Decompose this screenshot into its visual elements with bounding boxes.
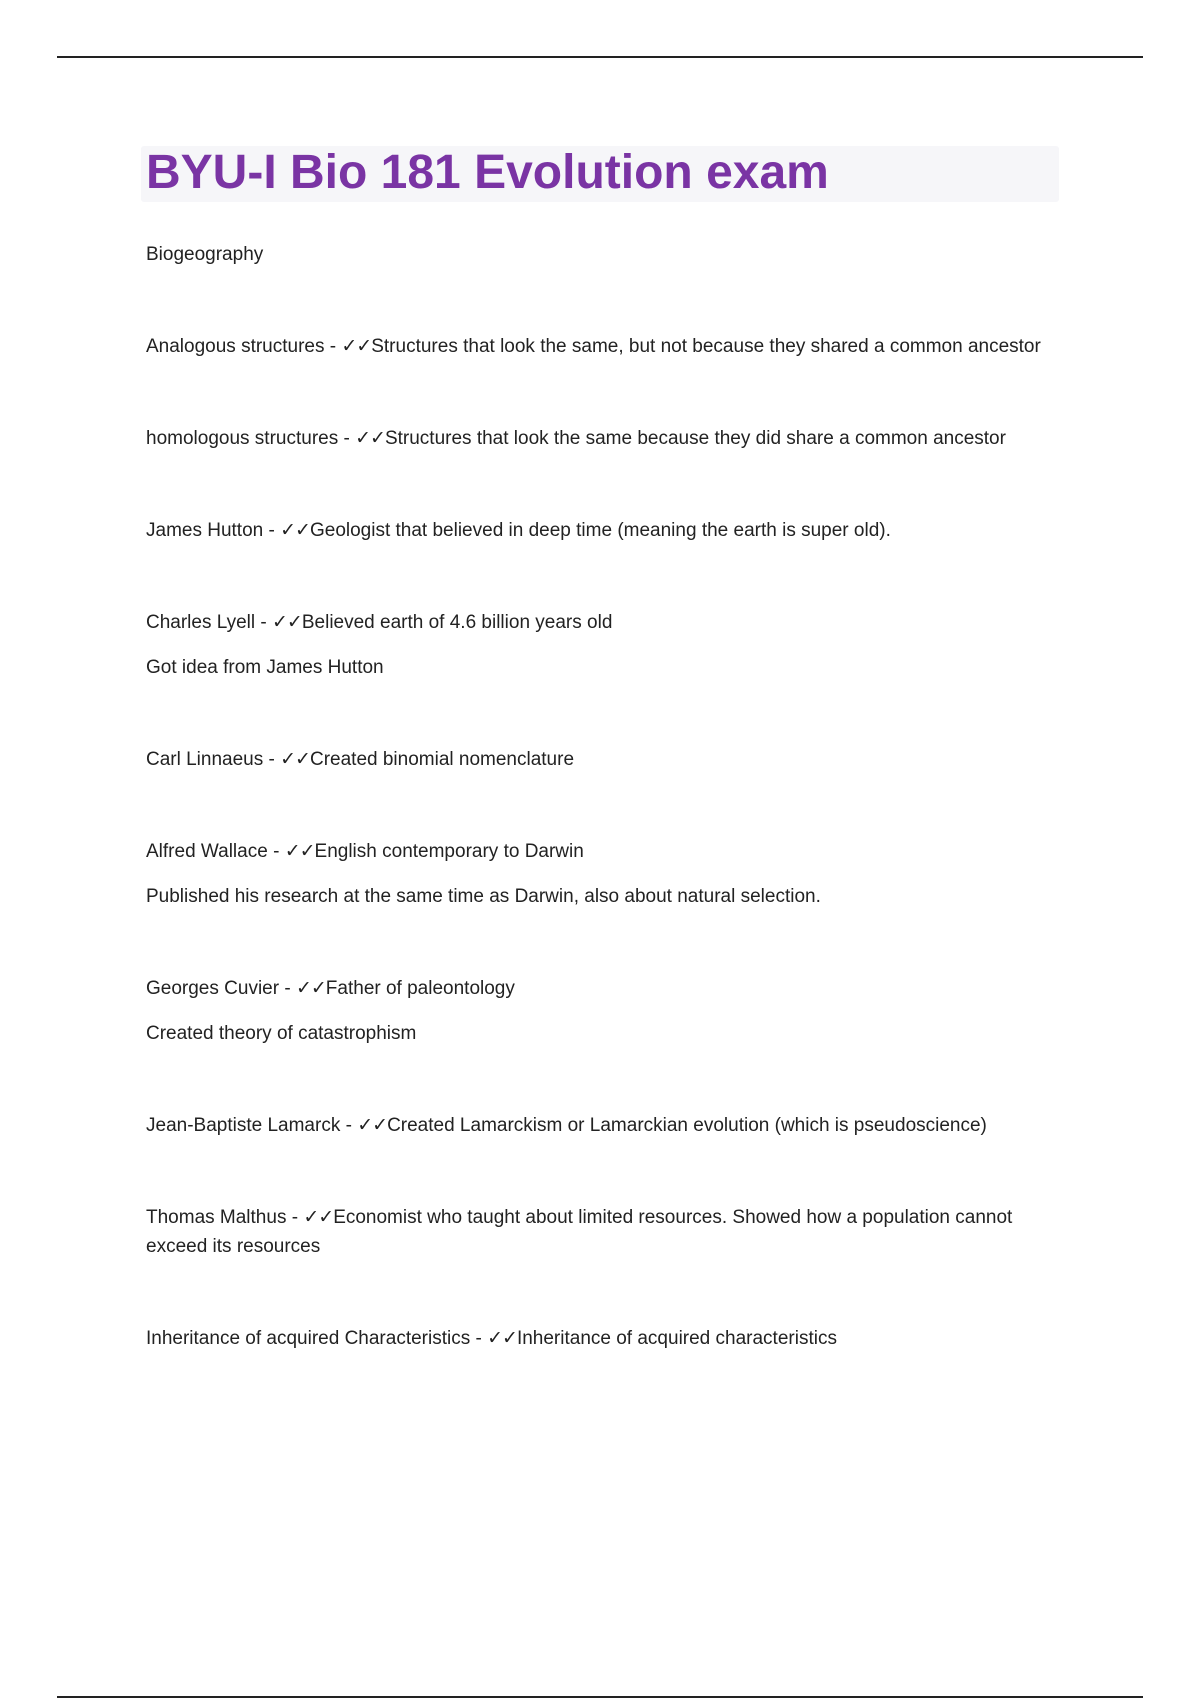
entry-term: Jean-Baptiste Lamarck: [146, 1115, 341, 1136]
section-heading: Biogeography: [146, 244, 264, 265]
entry-james-hutton: [146, 516, 1046, 545]
entry-separator: -: [263, 749, 281, 770]
entry-term: Thomas Malthus: [146, 1207, 287, 1228]
check-mark-icon: ✓✓: [280, 749, 310, 770]
check-mark-icon: ✓✓: [303, 1207, 334, 1228]
entry-extra-note: Published his research at the same time as Darwin, also about natural selection.: [146, 886, 821, 907]
document-body: [146, 240, 1046, 1353]
entry-separator: -: [286, 1207, 304, 1228]
entry-definition: Geologist that believed in deep time (meaning the earth is super old).: [309, 520, 891, 541]
entry-term: Analogous structures: [146, 336, 325, 357]
check-mark-icon: ✓✓: [487, 1328, 517, 1349]
check-mark-icon: ✓✓: [280, 520, 310, 541]
entry-georges-cuvier: [146, 974, 1046, 1003]
entry-definition: Created Lamarckism or Lamarckian evolution (which is pseudoscience): [387, 1115, 987, 1136]
check-mark-icon: ✓✓: [295, 978, 326, 999]
entry-analogous-structures: [146, 332, 1046, 361]
entry-thomas-malthus: [146, 1203, 1046, 1261]
entry-term: Alfred Wallace: [146, 841, 268, 862]
entry-charles-lyell: [146, 608, 1046, 637]
entry-definition: Structures that look the same because they did share a common ancestor: [384, 428, 1006, 449]
entry-definition: Inheritance of acquired characteristics: [516, 1328, 837, 1349]
check-mark-icon: ✓✓: [284, 841, 315, 862]
document-title: BYU-I Bio 181 Evolution exam: [146, 146, 829, 199]
entry-extra-note: Created theory of catastrophism: [146, 1023, 417, 1044]
entry-definition: Believed earth of 4.6 billion years old: [301, 612, 613, 633]
entry-separator: -: [263, 520, 281, 541]
check-mark-icon: ✓✓: [341, 336, 372, 357]
bottom-divider: [57, 1696, 1143, 1698]
entry-term: James Hutton: [146, 520, 264, 541]
check-mark-icon: ✓✓: [357, 1115, 388, 1136]
entry-separator: -: [340, 1115, 358, 1136]
entry-alfred-wallace: [146, 837, 1046, 866]
entry-definition: Structures that look the same, but not because they shared a common ancestor: [371, 336, 1041, 357]
top-divider: [57, 56, 1143, 58]
entry-term: Georges Cuvier: [146, 978, 280, 999]
entry-separator: -: [255, 612, 273, 633]
check-mark-icon: ✓✓: [272, 612, 302, 633]
entry-carl-linnaeus: [146, 745, 1046, 774]
entry-jean-baptiste-lamarck: [146, 1111, 1046, 1140]
entry-definition: Created binomial nomenclature: [309, 749, 575, 770]
entry-separator: -: [279, 978, 296, 999]
entry-definition: English contemporary to Darwin: [314, 841, 584, 862]
entry-inheritance-acquired-characteristics: [146, 1324, 1046, 1353]
check-mark-icon: ✓✓: [355, 428, 385, 449]
entry-definition: Father of paleontology: [325, 978, 515, 999]
entry-term: homologous structures: [146, 428, 339, 449]
entry-extra-note: Got idea from James Hutton: [146, 657, 384, 678]
entry-term: Carl Linnaeus: [146, 749, 264, 770]
entry-homologous-structures: [146, 424, 1046, 453]
entry-definition: Economist who taught about limited resources. Showed how a population cannot exceed its resources: [146, 1207, 1013, 1257]
entry-term: Inheritance of acquired Characteristics: [146, 1328, 471, 1349]
entry-separator: -: [470, 1328, 488, 1349]
entry-separator: -: [267, 841, 285, 862]
entry-separator: -: [338, 428, 356, 449]
entry-term: Charles Lyell: [146, 612, 256, 633]
entry-separator: -: [324, 336, 342, 357]
